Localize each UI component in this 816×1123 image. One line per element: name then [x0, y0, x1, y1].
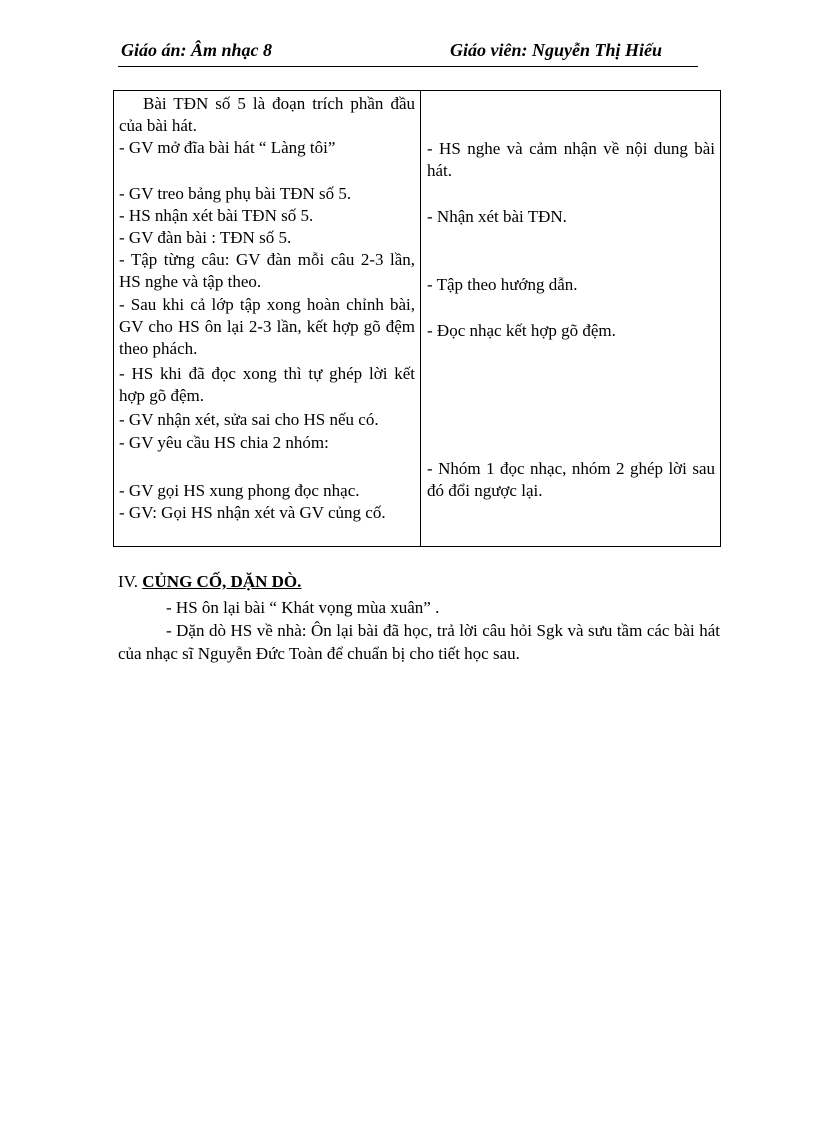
section-heading	[118, 571, 301, 593]
left-item-review: - HS nhận xét bài TĐN số 5.	[119, 206, 314, 225]
header-subject: Giáo án: Âm nhạc 8	[121, 40, 273, 60]
left-item-complete: - Sau khi cả lớp tập xong hoàn chỉnh bài, GV cho HS ôn lại 2-3 lần, kết hợp gõ đệm theo phách.	[119, 295, 415, 358]
right-item-listen: - HS nghe và cảm nhận về nội dung bài hát.	[427, 139, 715, 180]
left-item-groups: - GV yêu cầu HS chia 2 nhóm:	[119, 433, 329, 452]
homework-instructions: - Dặn dò HS về nhà: Ôn lại bài đã học, trả lời câu hỏi Sgk và sưu tầm các bài hát của nhạc sĩ Nguyễn Đức Toàn để chuẩn bị cho tiết học sau.	[118, 621, 720, 663]
left-item-lyrics: - HS khi đã đọc xong thì tự ghép lời kết hợp gõ đệm.	[119, 364, 415, 405]
left-item-play-song: - GV mở đĩa bài hát “ Làng tôi”	[119, 138, 336, 157]
section-number: IV.	[118, 572, 138, 591]
lesson-table	[113, 90, 721, 547]
right-item-practice: - Tập theo hướng dẫn.	[427, 275, 578, 294]
page-header	[118, 40, 698, 67]
homework-review: - HS ôn lại bài “ Khát vọng mùa xuân” .	[166, 598, 440, 617]
right-item-groups: - Nhóm 1 đọc nhạc, nhóm 2 ghép lời sau đó đổi ngược lại.	[427, 459, 715, 500]
left-item-volunteer: - GV gọi HS xung phong đọc nhạc.	[119, 481, 360, 500]
left-item-consolidate: - GV: Gọi HS nhận xét và GV củng cố.	[119, 503, 386, 522]
header-teacher: Giáo viên: Nguyễn Thị Hiếu	[450, 40, 662, 60]
section-title: CỦNG CỐ, DẶN DÒ.	[142, 572, 302, 591]
left-item-intro: Bài TĐN số 5 là đoạn trích phần đầu của bài hát.	[119, 94, 415, 135]
left-item-play-piano: - GV đàn bài : TĐN số 5.	[119, 228, 292, 247]
column-divider	[420, 91, 421, 546]
right-item-review: - Nhận xét bài TĐN.	[427, 207, 567, 226]
right-item-read: - Đọc nhạc kết hợp gõ đệm.	[427, 321, 616, 340]
left-item-practice: - Tập từng câu: GV đàn mỗi câu 2-3 lần, HS nghe và tập theo.	[119, 250, 415, 291]
left-item-board: - GV treo bảng phụ bài TĐN số 5.	[119, 184, 352, 203]
left-item-feedback: - GV nhận xét, sửa sai cho HS nếu có.	[119, 410, 379, 429]
